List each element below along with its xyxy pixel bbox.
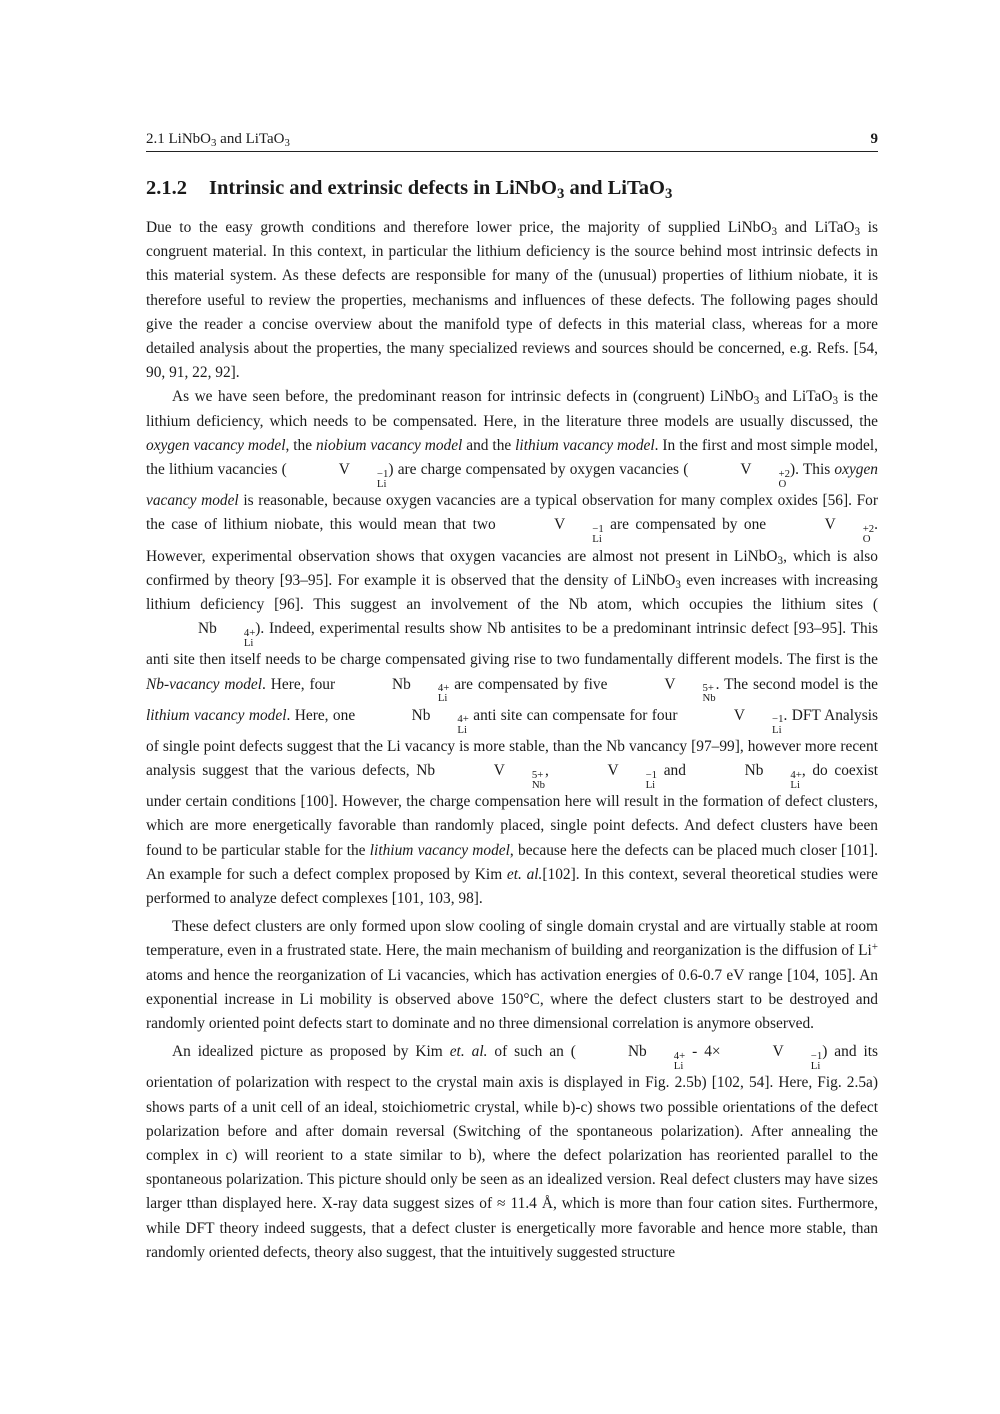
page-number: 9 (870, 131, 878, 147)
running-header-title: 2.1 LiNbO$_3$ and LiTaO$_3$ (146, 131, 290, 150)
section-title: Intrinsic and extrinsic defects in LiNbO$_3$ and LiTaO$_3$ (209, 177, 673, 203)
body-text (146, 216, 878, 1265)
paragraph: An idealized picture as proposed by Kim et. al. of such an ( Nb 4+ Li - 4× V −1 Li ) and its orientation of polarization with respect to the crystal main axis is displayed in Fig. 2.5b) [102, 54]. Here, Fig. 2.5a) shows parts of a unit cell of an ideal, stoichiometric crystal, while b)-c) shows two possible orientations of the defect polarization before and after domain reversal (Switching of the spontaneous polarization). After annealing the complex in c) will reorient to a state similar to b), where the defect polarization has reoriented parallel to the spontaneous polarization. This picture should only be seen as an idealized version. Real defect clusters may have sizes larger tthan displayed here. X-ray data suggest sizes of ≈ 11.4 Å, which is more than four cation sites. Furthermore, while DFT theory indeed suggests, that a defect cluster is energetically more favorable and hence more stable, than randomly oriented defects, theory also suggest, that the intuitively suggested structure (146, 1043, 879, 1261)
paragraph: These defect clusters are only formed upon slow cooling of single domain crystal and are virtually stable at room temperature, even in a frustrated state. Here, the main mechanism of building and reorganization is the diffusion of Li+ atoms and hence the reorganization of Li vacancies, which has activation energies of 0.6-0.7 eV range [104, 105]. An exponential increase in Li mobility is observed above 150°C, where the defect clusters start to be destroyed and randomly oriented point defects start to dominate and no three dimensional correlation is anymore observed. (146, 918, 878, 1033)
running-header (146, 131, 878, 152)
section-heading (146, 177, 878, 203)
paragraph: As we have seen before, the predominant reason for intrinsic defects in (congruent) LiNbO$_3$ and LiTaO$_3$ is the lithium deficiency, which needs to be compensated. Here, in the literature three models are usually discussed, the oxygen vacancy model, the niobium vacancy model and the lithium vacancy model. In the first and most simple model, the lithium vacancies ( V −1 Li ) are charge compensated by oxygen vacancies ( V +2 O ). This oxygen vacancy model is reasonable, because oxygen vacancies are a typical observation for many complex oxides [56]. For the case of lithium niobate, this would mean that two V −1 Li are compensated by one V +2 O . However, experimental observation shows that oxygen vacancies are almost not present in LiNbO$_3$, which is also confirmed by theory [93–95]. For example it is observed that the density of LiNbO$_3$ even increases with increasing lithium deficiency [96]. This suggest an involvement of the Nb atom, which occupies the lithium sites (Nb 4+ Li ). Indeed, experimental results show Nb antisites to be a predominant intrinsic defect [93–95]. This anti site then itself needs to be charge compensated giving rise to two fundamentally different models. The first is the Nb-vacancy model. Here, four Nb 4+ Li are compensated by five V 5+ Nb . The second model is the lithium vacancy model. Here, one Nb 4+ Li anti site can compensate for four V −1 Li . DFT Analysis of single point defects suggest that the Li vacancy is more stable, than the Nb vancancy [97–99], however more recent analysis suggest that the various defects, Nb V 5+ Nb , V −1 Li and Nb 4+ Li , do coexist under certain conditions [100]. However, the charge compensation here will result in the formation of defect clusters, which are more energetically favorable than randomly placed, single point defects. And defect clusters have been found to be particular stable for the lithium vacancy model, because here the defects can be placed much closer [101]. An example for such a defect complex proposed by Kim et. al.[102]. In this context, several theoretical studies were performed to analyze defect complexes [101, 103, 98]. (146, 388, 879, 907)
section-number: 2.1.2 (146, 177, 187, 199)
paragraph: Due to the easy growth conditions and therefore lower price, the majority of supplied LiNbO$_3$ and LiTaO$_3$ is congruent material. In this context, in particular the lithium deficiency is the source behind most intrinsic defects in this material system. As these defects are responsible for many of the (unusual) properties of lithium niobate, it is therefore useful to review the properties, mechanisms and influences of these defects. The following pages should give the reader a concise overview about the manifold type of defects in this material class, whereas for a more detailed analysis about the properties, the many specialized reviews and sources should be concerned, e.g. Refs. [54, 90, 91, 22, 92]. (146, 219, 878, 382)
